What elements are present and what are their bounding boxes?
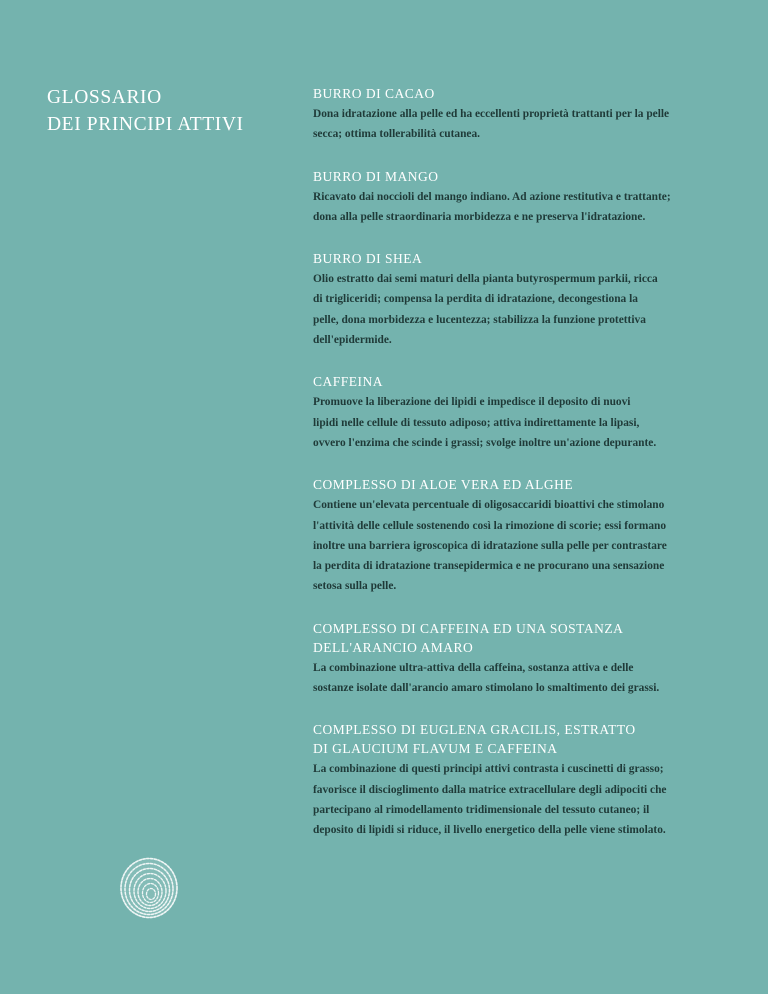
entry-title-line: DELL'ARANCIO AMARO [313,639,474,655]
entry-title-line: BURRO DI SHEA [313,251,423,267]
glossary-entry-burro-di-cacao [313,84,723,145]
entry-description [313,658,723,699]
entry-title-line: CAFFEINA [313,374,384,390]
entry-text-line: dell'epidermide. [313,334,392,347]
glossary-entry-burro-di-shea [313,249,723,350]
entry-title-line: COMPLESSO DI ALOE VERA ED ALGHE [313,477,574,493]
entry-title [313,475,723,494]
entry-text-line: La combinazione di questi principi attivi contrasta i cuscinetti di grasso; [313,763,664,776]
entry-text-line: Contiene un'elevata percentuale di oligosaccaridi bioattivi che stimolano [313,499,665,512]
entry-text-line: setosa sulla pelle. [313,580,397,593]
entry-description [313,104,723,145]
entry-title [313,372,723,391]
entry-text-line: secca; ottima tollerabilità cutanea. [313,128,481,141]
entry-title [313,84,723,103]
entry-title-line: COMPLESSO DI EUGLENA GRACILIS, ESTRATTO [313,722,636,738]
entry-text-line: la perdita di idratazione transepidermica e ne procurano una sensazione [313,560,665,573]
entry-title-line: BURRO DI CACAO [313,86,435,101]
page-title-line-2: DEI PRINCIPI ATTIVI [47,114,244,135]
entry-text-line: Dona idratazione alla pelle ed ha eccellenti proprietà trattanti per la pelle [313,108,670,120]
entry-text-line: Promuove la liberazione dei lipidi e impedisce il deposito di nuovi [313,396,631,409]
glossary-entry-caffeina [313,372,723,453]
entry-title-line: DI GLAUCIUM FLAVUM E CAFFEINA [313,741,558,757]
entry-text-line: pelle, dona morbidezza e lucentezza; stabilizza la funzione protettiva [313,313,646,326]
entry-text-line: sostanze isolate dall'arancio amaro stimolano lo smaltimento dei grassi. [313,682,660,695]
entry-text-line: favorisce il discioglimento dalla matrice extracellulare degli adipociti che [313,783,667,796]
entry-text-line: ovvero l'enzima che scinde i grassi; svolge inoltre un'azione depurante. [313,436,657,449]
entry-title [313,619,723,657]
entry-title-line: COMPLESSO DI CAFFEINA ED UNA SOSTANZA [313,620,624,636]
entry-description [313,759,723,840]
page-title-line-1: GLOSSARIO [47,87,162,108]
entry-text-line: La combinazione ultra-attiva della caffeina, sostanza attiva e delle [313,661,634,674]
entry-description [313,392,723,453]
glossary-entry-euglena-gracilis [313,720,723,840]
entry-title-line: BURRO DI MANGO [313,168,439,184]
glossary-entry-caffeina-arancio-amaro [313,619,723,699]
fingerprint-icon [118,857,180,919]
entry-text-line: inoltre una barriera igroscopica di idratazione sulla pelle per contrastare [313,539,667,552]
entry-title [313,720,723,758]
entry-title [313,167,723,186]
entry-description [313,495,723,596]
page-title [47,84,287,138]
entry-text-line: dona alla pelle straordinaria morbidezza e ne preserva l'idratazione. [313,210,646,223]
entry-text-line: Ricavato dai noccioli del mango indiano. Ad azione restitutiva e trattante; [313,190,671,203]
glossary-list [313,84,723,841]
entry-text-line: partecipano al rimodellamento tridimensionale del tessuto cutaneo; il [313,803,650,816]
entry-text-line: l'attività delle cellule sostenendo così la rimozione di scorie; essi formano [313,519,667,532]
entry-text-line: Olio estratto dai semi maturi della pianta butyrospermum parkii, ricca [313,273,658,286]
glossary-entry-aloe-vera-alghe [313,475,723,596]
glossary-entry-burro-di-mango [313,167,723,228]
entry-description [313,187,723,228]
entry-text-line: di trigliceridi; compensa la perdita di idratazione, decongestiona la [313,293,638,306]
entry-title [313,249,723,268]
entry-text-line: deposito di lipidi si riduce, il livello energetico della pelle viene stimolato. [313,824,666,837]
entry-description [313,269,723,350]
entry-text-line: lipidi nelle cellule di tessuto adiposo; attiva indirettamente la lipasi, [313,416,640,429]
